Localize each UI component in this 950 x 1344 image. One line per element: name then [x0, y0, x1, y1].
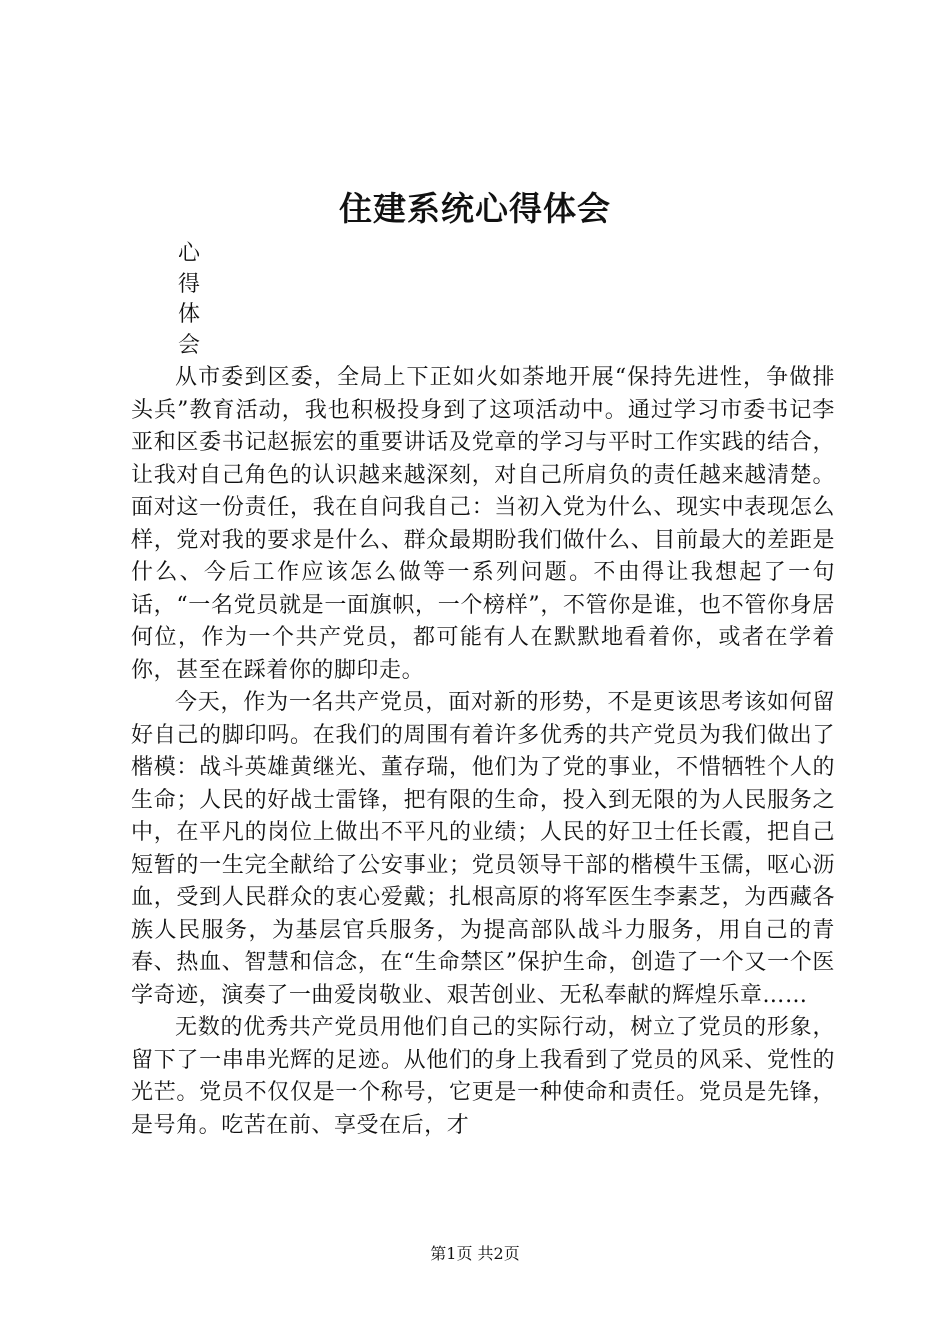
vertical-heading-char: 体 — [178, 302, 201, 327]
vertical-heading — [178, 239, 208, 361]
vertical-heading-char: 会 — [178, 332, 201, 358]
body-paragraph: 无数的优秀共产党员用他们自己的实际行动，树立了党员的形象，留下了一串串光辉的足迹。从他们的身上我看到了党员的风采、党性的光芒。党员不仅仅是一个称号，它更是一种使命和责任。党员是先锋，是号角。吃苦在前、享受在后，才 — [131, 1015, 835, 1138]
vertical-heading-char: 心 — [178, 241, 201, 266]
body-paragraph: 今天，作为一名共产党员，面对新的形势，不是更该思考该如何留好自己的脚印吗。在我们的周围有着许多优秀的共产党员为我们做出了楷模：战斗英雄黄继光、董存瑞，他们为了党的事业，不惜牺牲个人的生命；人民的好战士雷锋，把有限的生命，投入到无限的为人民服务之中，在平凡的岗位上做出不平凡的业绩；人民的好卫士任长霞，把自己短暂的一生完全献给了公安事业；党员领导干部的楷模牛玉儒，呕心沥血，受到人民群众的衷心爱戴；扎根高原的将军医生李素芝，为西藏各族人民服务，为基层官兵服务，为提高部队战斗力服务，用自己的青春、热血、智慧和信念，在“生命禁区”保护生命，创造了一个又一个医学奇迹，演奏了一曲爱岗敬业、艰苦创业、无私奉献的辉煌乐章…… — [131, 690, 835, 1008]
document-title: 住建系统心得体会 — [339, 189, 611, 228]
page-footer: 第1页 共2页 — [430, 1244, 520, 1263]
document-body — [131, 362, 835, 1142]
body-paragraph: 从市委到区委，全局上下正如火如荼地开展“保持先进性，争做排头兵”教育活动，我也积极投身到了这项活动中。通过学习市委书记李亚和区委书记赵振宏的重要讲话及党章的学习与平时工作实践的结合，让我对自己角色的认识越来越深刻，对自己所肩负的责任越来越清楚。面对这一份责任，我在自问我自己：当初入党为什么、现实中表现怎么样，党对我的要求是什么、群众最期盼我们做什么、目前最大的差距是什么、今后工作应该怎么做等一系列问题。不由得让我想起了一句话，“一名党员就是一面旗帜，一个榜样”，不管你是谁，也不管你身居何位，作为一个共产党员，都可能有人在默默地看着你，或者在学着你，甚至在踩着你的脚印走。 — [131, 365, 835, 683]
vertical-heading-char: 得 — [178, 271, 201, 297]
